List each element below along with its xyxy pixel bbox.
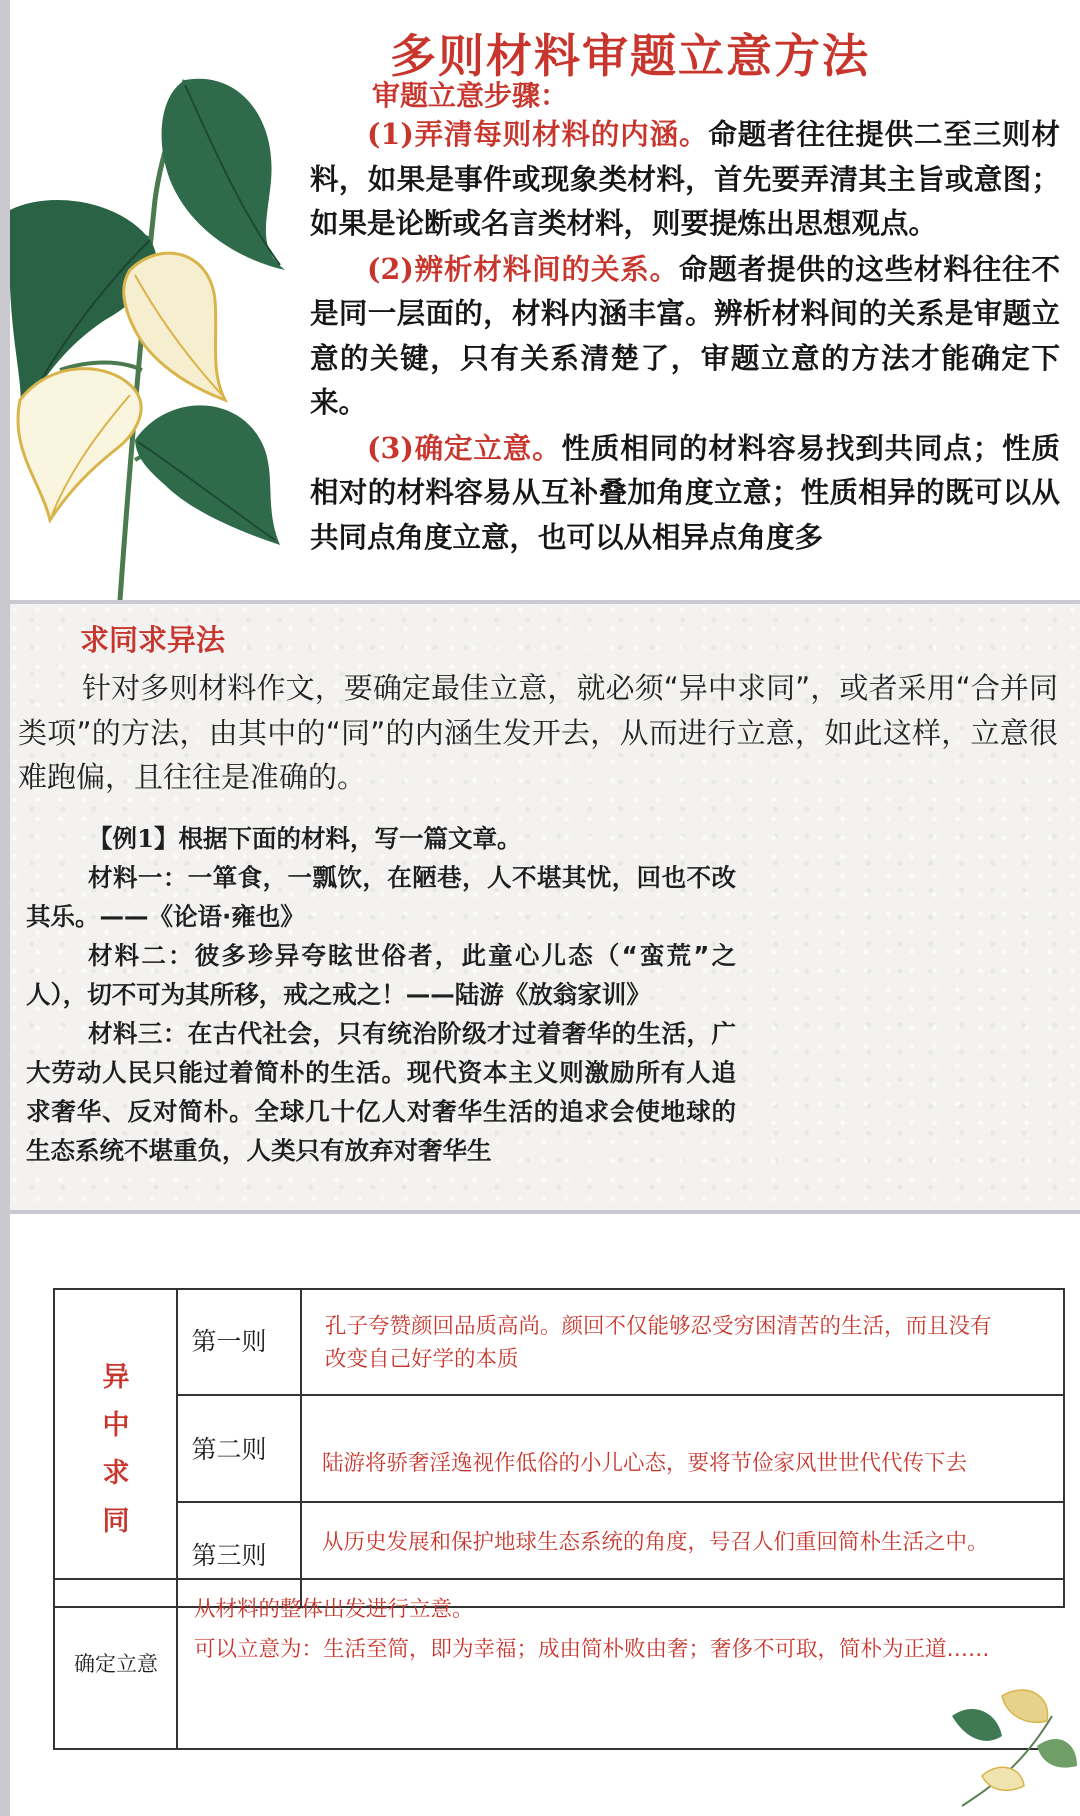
- side-char: 求: [102, 1458, 130, 1489]
- step-paragraph: [310, 112, 1060, 247]
- example-prompt: [26, 819, 736, 858]
- row-text-line: 陆游将骄奢淫逸视作低俗的小儿心态，要将节俭家风世世代代传下去: [322, 1451, 968, 1476]
- leaf-decoration: [942, 1676, 1080, 1816]
- row-text-second: [322, 1447, 1062, 1480]
- table-border-bottom: [53, 1748, 1065, 1750]
- method-title: 求同求异法: [80, 623, 226, 657]
- steps-subtitle: 审题立意步骤：: [372, 79, 569, 112]
- row-text-line: 从历史发展和保护地球生态系统的角度，号召人们重回简朴生活之中。: [322, 1530, 989, 1555]
- step-lead: (3)确定立意。: [367, 430, 562, 465]
- steps-section: [10, 0, 1080, 600]
- example-block: [26, 819, 736, 1170]
- conclusion-text: [194, 1590, 1054, 1670]
- table-border-top: [53, 1288, 1065, 1290]
- row-text-third: [322, 1526, 1062, 1559]
- step-lead: (2)辨析材料间的关系。: [367, 251, 680, 286]
- plant-illustration: [10, 40, 300, 600]
- row-label-first: 第一则: [191, 1327, 267, 1356]
- material-one: 材料一：一箪食，一瓢饮，在陋巷，人不堪其忧，回也不改其乐。——《论语·雍也》: [26, 863, 736, 931]
- row-label-second: 第二则: [191, 1435, 267, 1464]
- step-text: 命题者提供的这些材料往往不是同一层面的，材料内涵丰富。辨析材料间的关系是审题立意的关键，只有关系清楚了，审题立意的方法才能确定下来。: [310, 252, 1060, 419]
- step-paragraph: [310, 426, 1060, 561]
- step-lead: (1)弄清每则材料的内涵。: [367, 117, 709, 151]
- table-border-left: [53, 1288, 55, 1749]
- method-section: [10, 604, 1080, 1210]
- conclusion-label: 确定立意: [74, 1652, 158, 1676]
- side-char: 异: [102, 1362, 130, 1393]
- side-label-yizhongqiutong: [63, 1354, 169, 1546]
- steps-list: [310, 112, 1060, 560]
- row-text-first: [325, 1310, 1065, 1376]
- example-prompt-text: 根据下面的材料，写一篇文章。: [178, 824, 522, 853]
- step-text: 性质相同的材料容易找到共同点；性质相对的材料容易从互补叠加角度立意；性质相异的既可以从共同点角度立意，也可以从相异点角度多: [310, 431, 1060, 554]
- left-border-strip: [0, 0, 10, 1816]
- row-text-line: 改变自己好学的本质: [325, 1347, 519, 1372]
- page-title: 多则材料审题立意方法: [390, 29, 870, 83]
- table-row-divider: [176, 1394, 1065, 1396]
- row-label-third: 第三则: [191, 1541, 267, 1570]
- table-row-divider: [176, 1501, 1065, 1503]
- example-label: 【例1】: [88, 824, 179, 853]
- row-text-line: 孔子夸赞颜回品质高尚。颜回不仅能够忍受穷困清苦的生活，而且没有: [325, 1314, 992, 1339]
- conclusion-line: 从材料的整体出发进行立意。: [194, 1597, 474, 1622]
- conclusion-line: 可以立意为：生活至简，即为幸福；成由简朴败由奢；奢侈不可取，简朴为正道……: [194, 1637, 990, 1662]
- table-row-divider: [53, 1578, 1065, 1580]
- table-col-divider: [300, 1288, 302, 1608]
- method-body: 针对多则材料作文，要确定最佳立意，就必须“异中求同”，或者采用“合并同类项”的方法，由其中的“同”的内涵生发开去，从而进行立意，如此这样，立意很难跑偏，且往往是准确的。: [18, 671, 1058, 794]
- analysis-table-section: [10, 1214, 1080, 1816]
- side-char: 同: [102, 1506, 130, 1537]
- material-two: 材料二：彼多珍异夸眩世俗者，此童心儿态（“蛮荒”之人），切不可为其所移，戒之戒之！——陆游《放翁家训》: [26, 941, 736, 1009]
- step-text: 命题者往往提供二至三则材料，如果是事件或现象类材料，首先要弄清其主旨或意图；如果是论断或名言类材料，则要提炼出思想观点。: [310, 118, 1060, 240]
- step-paragraph: [310, 247, 1060, 426]
- material-three: 材料三：在古代社会，只有统治阶级才过着奢华的生活，广大劳动人民只能过着简朴的生活。现代资本主义则激励所有人追求奢华、反对简朴。全球几十亿人对奢华生活的追求会使地球的生态系统不堪重负，人类只有放弃对奢华生: [26, 1019, 736, 1165]
- side-char: 中: [102, 1410, 130, 1441]
